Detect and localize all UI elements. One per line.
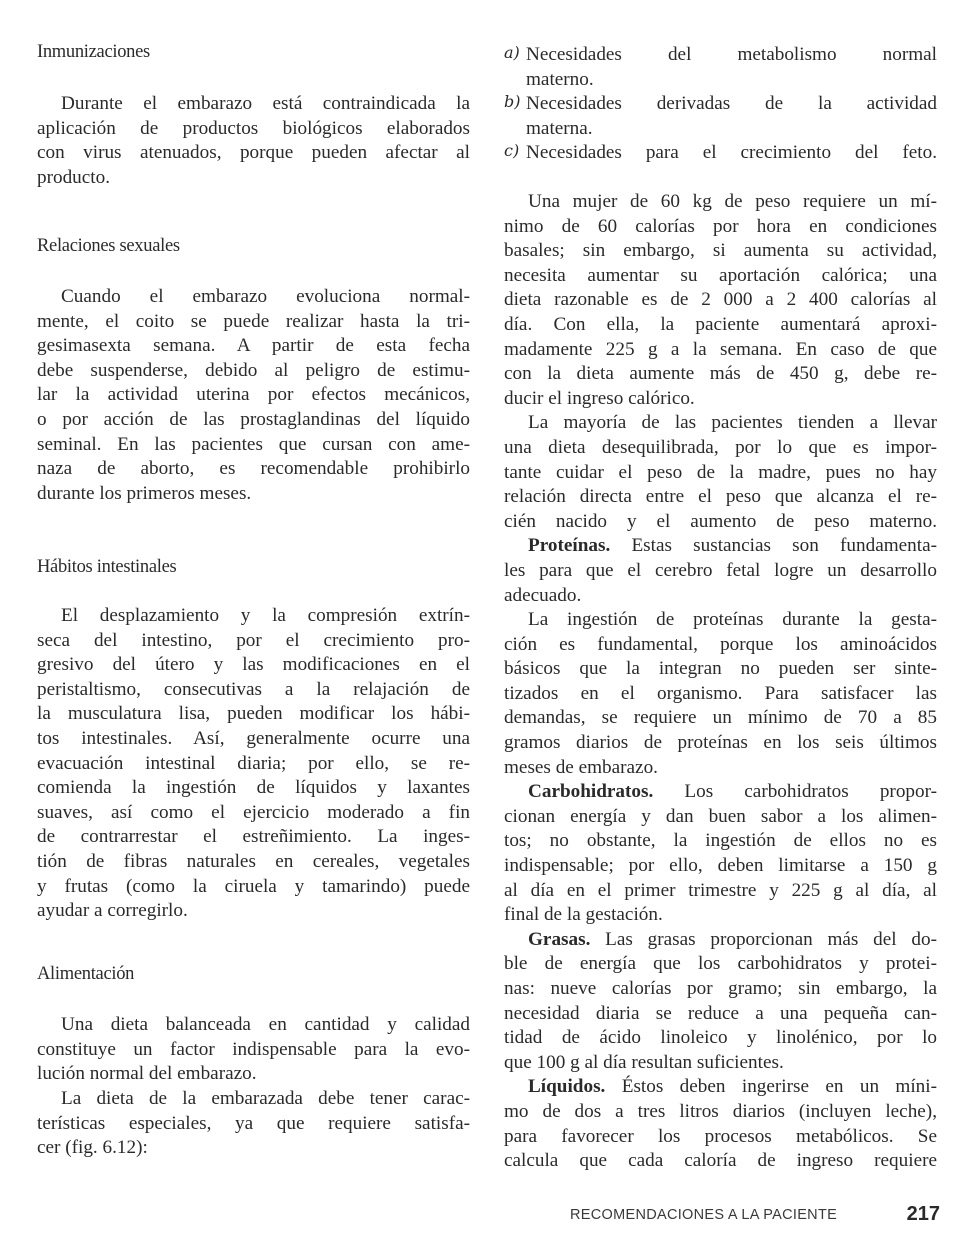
- list-item-b: [504, 92, 937, 141]
- text-line: o por acción de las prostaglandinas del líquido: [37, 408, 470, 430]
- text-line: con virus atenuados, porque pueden afectar al: [37, 142, 470, 164]
- grasas-run-in-heading: Grasas.: [528, 928, 591, 950]
- proteinas-run-in-heading: Proteínas.: [528, 535, 611, 557]
- text-line: al día en el primer trimestre y 225 g al día, al: [504, 879, 937, 901]
- text-line: una dieta desequilibrada, por lo que es impor-: [504, 436, 937, 458]
- text-line: gramos diarios de proteínas en los seis últimos: [504, 732, 937, 754]
- text-line: demandas, se requiere un mínimo de 70 a 85: [504, 707, 937, 729]
- text-line: constituye un factor indispensable para la evo-: [37, 1038, 470, 1060]
- text-line: comienda la ingestión de líquidos y laxantes: [37, 777, 470, 799]
- text-line: tos intestinales. Así, generalmente ocurre una: [37, 727, 470, 749]
- text-line: basales; sin embargo, si aumenta su actividad,: [504, 240, 937, 262]
- text-line: terísticas especiales, ya que requiere satisfa-: [37, 1112, 470, 1134]
- page-footer: [570, 1203, 940, 1227]
- text-line: que 100 g al día resultan suficientes.: [504, 1051, 784, 1073]
- text-line: ducir el ingreso calórico.: [504, 387, 695, 409]
- paragraph-habitos-intestinales: [37, 604, 470, 924]
- text-line: dieta razonable es de 2 000 a 2 400 calorías al: [504, 289, 937, 311]
- text-line: mente, el coito se puede realizar hasta la tri-: [37, 310, 470, 332]
- liquidos-run-in-heading: Líquidos.: [528, 1076, 606, 1098]
- carbohidratos-first-line: [504, 780, 937, 805]
- text-line: lución normal del embarazo.: [37, 1063, 257, 1085]
- text-line: cer (fig. 6.12):: [37, 1137, 148, 1159]
- running-title: RECOMENDACIONES A LA PACIENTE: [570, 1207, 838, 1223]
- paragraph-relaciones-sexuales: [37, 285, 470, 506]
- paragraph-alimentacion-1: [37, 1013, 470, 1087]
- text-line: Necesidades para el crecimiento del feto.: [526, 142, 937, 164]
- list-marker: c): [504, 141, 520, 161]
- text-line: necesita aumentar su aportación calórica; una: [504, 264, 937, 286]
- text-line: La ingestión de proteínas durante la gesta-: [528, 609, 937, 631]
- text-line: calcula que cada caloría de ingreso requiere: [504, 1150, 937, 1172]
- text-line: gesimasexta semana. A partir de esta fecha: [37, 335, 470, 357]
- list-item-c: [504, 141, 937, 166]
- text-line: mo de dos a tres litros diarios (incluyen leche),: [504, 1100, 937, 1122]
- text-line: les para que el cerebro fetal logre un desarrollo: [504, 559, 937, 581]
- text-line: nas: nueve calorías por gramo; sin embargo, la: [504, 978, 937, 999]
- text-run: Los carbohidratos propor-: [653, 781, 937, 803]
- text-line: nimo de 60 calorías por hora en condiciones: [504, 215, 937, 237]
- text-line: peristaltismo, consecutivas a la relajación de: [37, 678, 470, 700]
- text-line: necesidad diaria se reduce a una pequeña can-: [504, 1002, 937, 1024]
- text-line: La dieta de la embarazada debe tener carac-: [61, 1088, 470, 1109]
- paragraph-calorias: [504, 190, 937, 1174]
- text-line: aplicación de productos biológicos elaborados: [37, 117, 470, 139]
- text-line: relación directa entre el peso que alcanza el re-: [504, 486, 937, 508]
- heading-relaciones-sexuales: Relaciones sexuales: [37, 236, 180, 256]
- paragraph-inmunizaciones: [37, 92, 470, 190]
- text-line: debe suspenderse, debido al peligro de estimu-: [37, 359, 470, 381]
- text-line: Una mujer de 60 kg de peso requiere un mí-: [528, 191, 937, 212]
- text-line: ción es fundamental, porque los aminoácidos: [504, 633, 937, 655]
- paragraph-alimentacion-2: [37, 1087, 470, 1161]
- needs-list: [504, 43, 937, 166]
- list-marker: a): [504, 43, 520, 62]
- text-line: La mayoría de las pacientes tienden a llevar: [528, 412, 937, 434]
- text-line: suaves, así como el ejercicio moderado a fin: [37, 801, 470, 823]
- list-item-a: [504, 43, 937, 92]
- text-line: la musculatura lisa, pueden modificar los hábi-: [37, 703, 470, 725]
- heading-alimentacion: Alimentación: [37, 964, 135, 984]
- text-line: producto.: [37, 166, 111, 188]
- text-line: naza de aborto, es recomendable prohibirlo: [37, 458, 470, 480]
- text-line: para favorecer los procesos metabólicos. Se: [504, 1125, 937, 1147]
- text-line: y frutas (como la ciruela y tamarindo) puede: [37, 875, 470, 897]
- text-line: gresivo del útero y las modificaciones en el: [37, 654, 470, 676]
- heading-habitos-intestinales: Hábitos intestinales: [37, 557, 177, 577]
- text-line: cién nacido y el aumento de peso materno.: [504, 510, 937, 532]
- text-line: Durante el embarazo está contraindicada la: [61, 93, 470, 114]
- list-marker: b): [504, 92, 521, 112]
- text-line: de contrarrestar el estreñimiento. La inges-: [37, 826, 470, 848]
- text-line: madamente 225 g a la semana. En caso de que: [504, 338, 937, 360]
- text-line: ayudar a corregirlo.: [37, 900, 188, 922]
- text-line: Necesidades del metabolismo normal: [526, 44, 937, 65]
- text-line: Necesidades derivadas de la actividad: [526, 93, 937, 115]
- text-line: lar la actividad uterina por efectos mecánicos,: [37, 384, 470, 406]
- text-line: El desplazamiento y la compresión extrín-: [61, 605, 470, 626]
- text-line: adecuado.: [504, 584, 582, 606]
- text-line: materna.: [526, 117, 593, 139]
- text-line: ble de energía que los carbohidratos y protei-: [504, 953, 937, 975]
- text-line: cionan energía y dan buen sabor a los alimen-: [504, 805, 937, 827]
- text-line: tante cuidar el peso de la madre, pues no hay: [504, 461, 937, 483]
- text-line: Una dieta balanceada en cantidad y calidad: [61, 1014, 470, 1035]
- text-line: tión de fibras naturales en cereales, vegetales: [37, 850, 470, 872]
- text-line: indispensable; por ello, deben limitarse a 150 g: [504, 855, 937, 877]
- text-line: seca del intestino, por el crecimiento pro-: [37, 629, 470, 651]
- text-run: Las grasas proporcionan más del do-: [590, 928, 937, 950]
- text-run: Estas sustancias son fundamenta-: [610, 535, 937, 557]
- text-line: tizados en el organismo. Para satisfacer las: [504, 682, 937, 704]
- carbohidratos-run-in-heading: Carbohidratos.: [528, 781, 654, 803]
- text-line: seminal. En las pacientes que cursan con ame-: [37, 433, 470, 455]
- text-line: día. Con ella, la paciente aumentará aproxi-: [504, 313, 937, 335]
- text-line: con la dieta aumente más de 450 g, debe re-: [504, 363, 937, 385]
- text-line: evacuación intestinal diaria; por ello, se re-: [37, 752, 470, 774]
- text-line: tos; no obstante, la ingestión de ellos no es: [504, 830, 937, 852]
- text-line: meses de embarazo.: [504, 756, 658, 778]
- proteinas-first-line: [504, 534, 937, 559]
- text-line: tidad de ácido linoleico y linolénico, por lo: [504, 1027, 937, 1049]
- text-line: final de la gestación.: [504, 904, 663, 926]
- text-line: básicos que la integran no pueden ser sinte-: [504, 658, 937, 680]
- text-line: durante los primeros meses.: [37, 482, 252, 504]
- text-line: materno.: [526, 68, 594, 90]
- grasas-first-line: [504, 928, 937, 953]
- page-number: 217: [906, 1203, 940, 1225]
- text-line: Cuando el embarazo evoluciona normal-: [61, 286, 470, 307]
- heading-inmunizaciones: Inmunizaciones: [37, 42, 150, 62]
- text-run: Éstos deben ingerirse en un míni-: [605, 1076, 937, 1098]
- liquidos-first-line: [504, 1075, 937, 1100]
